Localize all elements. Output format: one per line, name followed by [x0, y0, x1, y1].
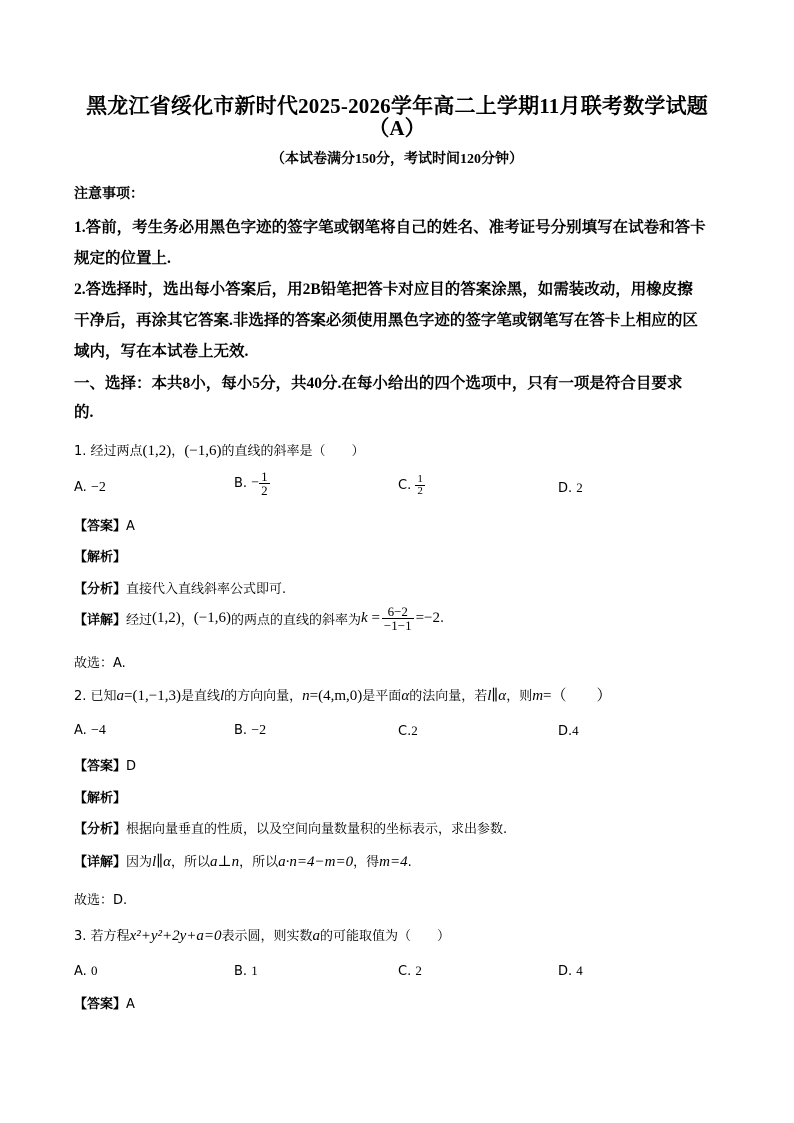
q3-option-d: D. 4	[558, 963, 583, 979]
q1-point-2: (−1,6)	[184, 443, 222, 459]
q1-analysis: 【分析】直接代入直线斜率公式即可.	[74, 582, 287, 597]
q2-option-d: D.4	[558, 723, 579, 739]
q3-equation: x²+y²+2y+a=0	[129, 928, 222, 944]
q1-option-b: B. − $\frac{1}{2}$	[234, 469, 268, 498]
question-2-stem: 2. 已知a=(1,−1,3)是直线l的方向向量，n=(4,m,0)是平面α的法向量，若l∥α，则m=（ ）	[74, 688, 612, 704]
q1-option-b-fraction: $\frac{1}{2}$	[261, 469, 268, 498]
note-2-line-3: 域内，写在本试卷上无效.	[74, 343, 249, 360]
q3-option-a: A. 0	[74, 963, 98, 979]
q2-option-a: A. −4	[74, 723, 106, 738]
note-2-line-1: 2.答选择时，选出每小答案后，用2B铅笔把答卡对应目的答案涂黑，如需装改动，用橡皮擦	[74, 281, 693, 298]
q3-answer: 【答案】A	[74, 997, 135, 1012]
q2-option-b: B. −2	[234, 723, 267, 738]
q2-analysis: 【分析】根据向量垂直的性质，以及空间向量数量积的坐标表示，求出参数.	[74, 822, 508, 837]
q3-option-c: C. 2	[398, 963, 422, 979]
q2-option-c: C.2	[398, 723, 418, 739]
q1-conclusion: 故选：A.	[74, 656, 126, 671]
q2-detail: 【详解】因为l∥α，所以a⊥n，所以a·n=4−m=0，得m=4.	[74, 854, 412, 870]
note-1-line-1: 1.答前，考生务必用黑色字迹的签字笔或钢笔将自己的姓名、准考证号分别填写在试卷和答卡	[74, 219, 706, 236]
question-3-stem: 3. 若方程x²+y²+2y+a=0表示圆，则实数a的可能取值为（ ）	[74, 928, 451, 944]
exam-info: （本试卷满分150分，考试时间120分钟）	[271, 152, 523, 167]
q1-suffix: 的直线的斜率是（ ）	[221, 444, 365, 459]
q1-point-1: (1,2)	[142, 443, 172, 459]
q1-option-d: D. 2	[558, 480, 583, 496]
q1-prefix: 1. 经过两点	[74, 444, 143, 459]
q1-option-a: A. −2	[74, 480, 106, 495]
vector-n: n	[302, 688, 310, 704]
notes-heading: 注意事项：	[74, 187, 144, 202]
vector-a: a	[116, 688, 125, 704]
section-heading-line-1: 一、选择：本共8小，每小5分，共40分.在每小给出的四个选项中，只有一项是符合目要求	[74, 375, 683, 392]
q1-separator: ，	[171, 444, 185, 459]
note-1-line-2: 规定的位置上.	[74, 250, 171, 267]
q1-option-c-fraction: $\frac{1}{2}$	[417, 473, 423, 497]
note-2-line-2: 干净后，再涂其它答案.非选择的答案必须使用黑色字迹的签字笔或钢笔写在答卡上相应的区	[74, 312, 698, 329]
q3-option-b: B. 1	[234, 963, 258, 979]
q2-analysis-heading: 【解析】	[74, 791, 127, 806]
q1-detail: 【详解】经过(1,2)，(−1,6)的两点的直线的斜率为k = $\frac{6-2}{-1-1}$ =−2.	[74, 604, 445, 633]
q1-analysis-heading: 【解析】	[74, 550, 127, 565]
question-1-stem	[74, 440, 365, 460]
section-heading-line-2: 的.	[74, 404, 94, 421]
q2-conclusion: 故选：D.	[74, 893, 128, 908]
document-title: 黑龙江省绥化市新时代2025-2026学年高二上学期11月联考数学试题	[86, 94, 708, 118]
q1-answer: 【答案】A	[74, 519, 135, 534]
q1-option-c: C. $\frac{1}{2}$	[398, 473, 423, 497]
q1-slope-fraction: $\frac{6-2}{-1-1}$	[383, 604, 412, 633]
document-title-suffix: （A）	[368, 116, 426, 140]
q2-answer: 【答案】D	[74, 759, 137, 774]
